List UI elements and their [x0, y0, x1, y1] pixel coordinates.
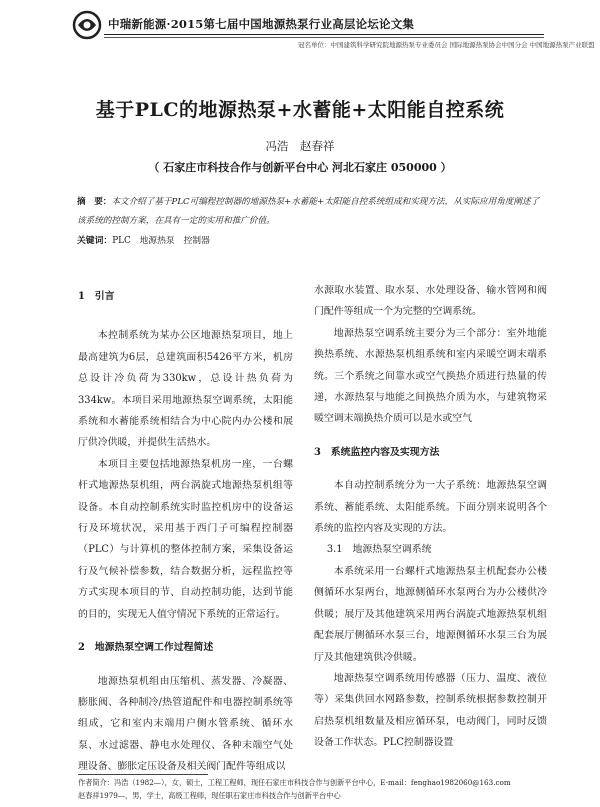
- page-header: [0, 0, 600, 62]
- paper-title: 基于PLC的地源热泵+水蓄能+太阳能自控系统: [95, 99, 505, 121]
- paragraph: 本自动控制系统分为一大子系统：地源热泵空调系统、蓄能系统、太阳能系统。下面分别来说明各个系统的监控内容及实现的方法。: [314, 480, 547, 535]
- paragraph: 本项目主要包括地源热泵机房一座，一台螺杆式地源热泵机组，两台涡旋式地源热泵机组等设备。本自动控制系统实时监控机房中的设备运行及环境状况，采用基于西门子可编程控制器（PLC）与计算机的整体控制方案，采集设备运行及气候补偿参数，结合数据分析，远程监控等方式实现本项目的节、自动控制功能，达到节能的目的，实现无人值守情况下系统的正常运行。: [78, 458, 293, 620]
- paper-authors: 冯浩 赵春祥: [265, 139, 335, 153]
- keywords: [77, 233, 546, 246]
- subsection-heading-3-1: 3.1 地源热泵空调系统: [326, 544, 432, 556]
- author-footnote: [78, 777, 558, 802]
- paragraph: 地源热泵空调系统用传感器（压力、温度、液位等）采集供回水网路参数，控制系统根据参数控制开启热泵机组数量及相应循环泵，电动阀门，同时反馈设备工作状态。PLC控制器设置: [314, 672, 547, 749]
- paragraph: 水源取水装置、取水泵、水处理设备、输水管网和阀门配件等组成一个为完整的空调系统。: [314, 285, 547, 318]
- paragraph: 地源热泵空调系统主要分为三个部分：室外地能换热系统、水源热泵机组系统和室内采暖空调末端系统。三个系统之间靠水或空气换热介质进行热量的传递，水源热泵与地能之间换热介质为水，与建筑物采暖空调末端换热介质可以是水或空气: [314, 327, 547, 425]
- paper-affiliation: （ 石家庄市科技合作与创新平台中心 河北石家庄 050000 ）: [148, 161, 452, 174]
- abstract-label: 摘 要：: [77, 197, 112, 207]
- paragraph: 地源热泵机组由压缩机、蒸发器、冷凝器、膨胀阀、各种制冷/热管道配件和电器控制系统等组成，它和室内末端用户侧水管系统、循环水泵、水过滤器、静电水处理仪、各种末端空气处理设备、膨胀定压设备及相关阀门配件等组成以: [78, 675, 293, 773]
- header-rule-thin: [104, 37, 544, 38]
- abstract-text: 本文介绍了基于PLC可编程控制器的地源热泵+水蓄能+太阳能自控系统组成和实现方法，从实际应用角度阐述了该系统的控制方案，在具有一定的实用和推广价值。: [77, 197, 540, 226]
- footnote-line: 赵春祥1979—，男，学士，高级工程师，现任职石家庄市科技合作与创新平台中心: [78, 790, 341, 800]
- section-heading-2: 2 地源热泵空调工作过程简述: [78, 642, 214, 654]
- paragraph: 本系统采用一台螺杆式地源热泵主机配套办公楼侧循环水泵两台，地源侧循环水泵两台为办公楼供冷供暖；展厅及其他建筑采用两台涡旋式地源热泵机组配套展厅侧循环水泵三台，地源侧循环水泵三台为展厅及其他建筑供冷供暖。: [314, 565, 547, 663]
- right-column: [314, 280, 547, 754]
- abstract: [77, 193, 546, 231]
- header-rule: [104, 34, 544, 35]
- section-heading-1: 1 引言: [78, 291, 115, 302]
- section-heading-3: 3 系统监控内容及实现方法: [314, 446, 440, 458]
- paragraph: 本控制系统为某办公区地源热泵项目，地上最高建筑为6层，总建筑面积5426平方米，机房总设计冷负荷为330kw，总设计热负荷为334kw。本项目采用地源热泵空调系统，太阳能系统和水蓄能系统相结合为中心院内办公楼和展厅供冷供暖，并提供生活热水。: [78, 330, 293, 449]
- left-column: [78, 286, 293, 778]
- keywords-label: 关键词：: [77, 236, 113, 246]
- conference-logo-icon: [72, 10, 102, 40]
- header-subline: 冠名单位：中国建筑科学研究院地源热泵专业委员会 国际地源热泵协会中国分会 中国地源热泵产业联盟: [298, 41, 595, 49]
- footnote-rule: [78, 774, 208, 775]
- keywords-text: PLC 地源热泵 控制器: [112, 236, 210, 246]
- journal-title: 中瑞新能源·2015第七届中国地源热泵行业高层论坛论文集: [108, 17, 415, 31]
- footnote-line: 作者简介：冯浩（1982—），女，硕士，工程工程师，现任石家庄市科技合作与创新平台中心，E-mail：fenghao1982060@163.com: [78, 778, 511, 787]
